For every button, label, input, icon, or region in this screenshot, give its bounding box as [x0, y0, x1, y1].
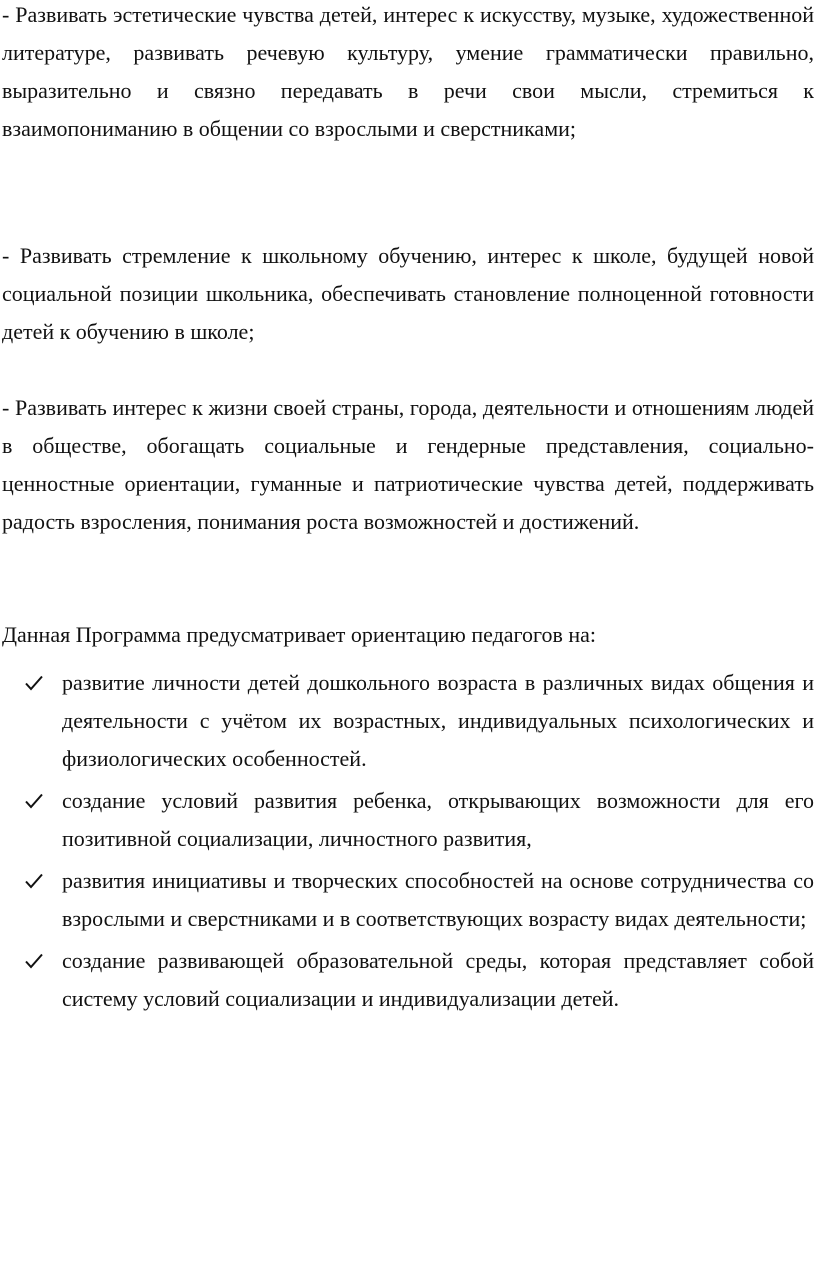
paragraph-school-readiness: - Развивать стремление к школьному обучению, интерес к школе, будущей новой социальной позиции школьника, обеспечивать становление полноценной готовности детей к обучению в школе; — [2, 243, 814, 344]
checkmark-icon — [23, 782, 45, 820]
checklist-item — [0, 782, 816, 858]
checklist-item-text: развитие личности детей дошкольного возраста в различных видах общения и деятельности с учётом их возрастных, индивидуальных психологических и физиологических особенностей. — [62, 670, 814, 771]
checklist-item — [0, 664, 816, 778]
paragraph-social-interest: - Развивать интерес к жизни своей страны, города, деятельности и отношениям людей в обществе, обогащать социальные и гендерные представления, социально-ценностные ориентации, гуманные и патриотические чувства детей, поддерживать радость взросления, понимания роста возможностей и достижений. — [2, 395, 814, 534]
checklist-item — [0, 942, 816, 1018]
checklist-item — [0, 862, 816, 938]
paragraph-aesthetic-development: - Развивать эстетические чувства детей, интерес к искусству, музыке, художественной литературе, развивать речевую культуру, умение грамматически правильно, выразительно и связно передавать в речи свои мысли, стремиться к взаимопониманию в общении со взрослыми и сверстниками; — [2, 2, 814, 141]
checkmark-icon — [23, 942, 45, 980]
checklist-item-text: создание условий развития ребенка, открывающих возможности для его позитивной социализации, личностного развития, — [62, 788, 814, 851]
checklist-item-text: развития инициативы и творческих способностей на основе сотрудничества со взрослыми и сверстниками и в соответствующих возрасту видах деятельности; — [62, 868, 814, 931]
paragraph-program-orientation: Данная Программа предусматривает ориентацию педагогов на: — [2, 622, 597, 647]
checklist-item-text: создание развивающей образовательной среды, которая представляет собой систему условий социализации и индивидуализации детей. — [62, 948, 814, 1011]
orientation-checklist — [0, 664, 816, 1022]
checkmark-icon — [23, 664, 45, 702]
checkmark-icon — [23, 862, 45, 900]
